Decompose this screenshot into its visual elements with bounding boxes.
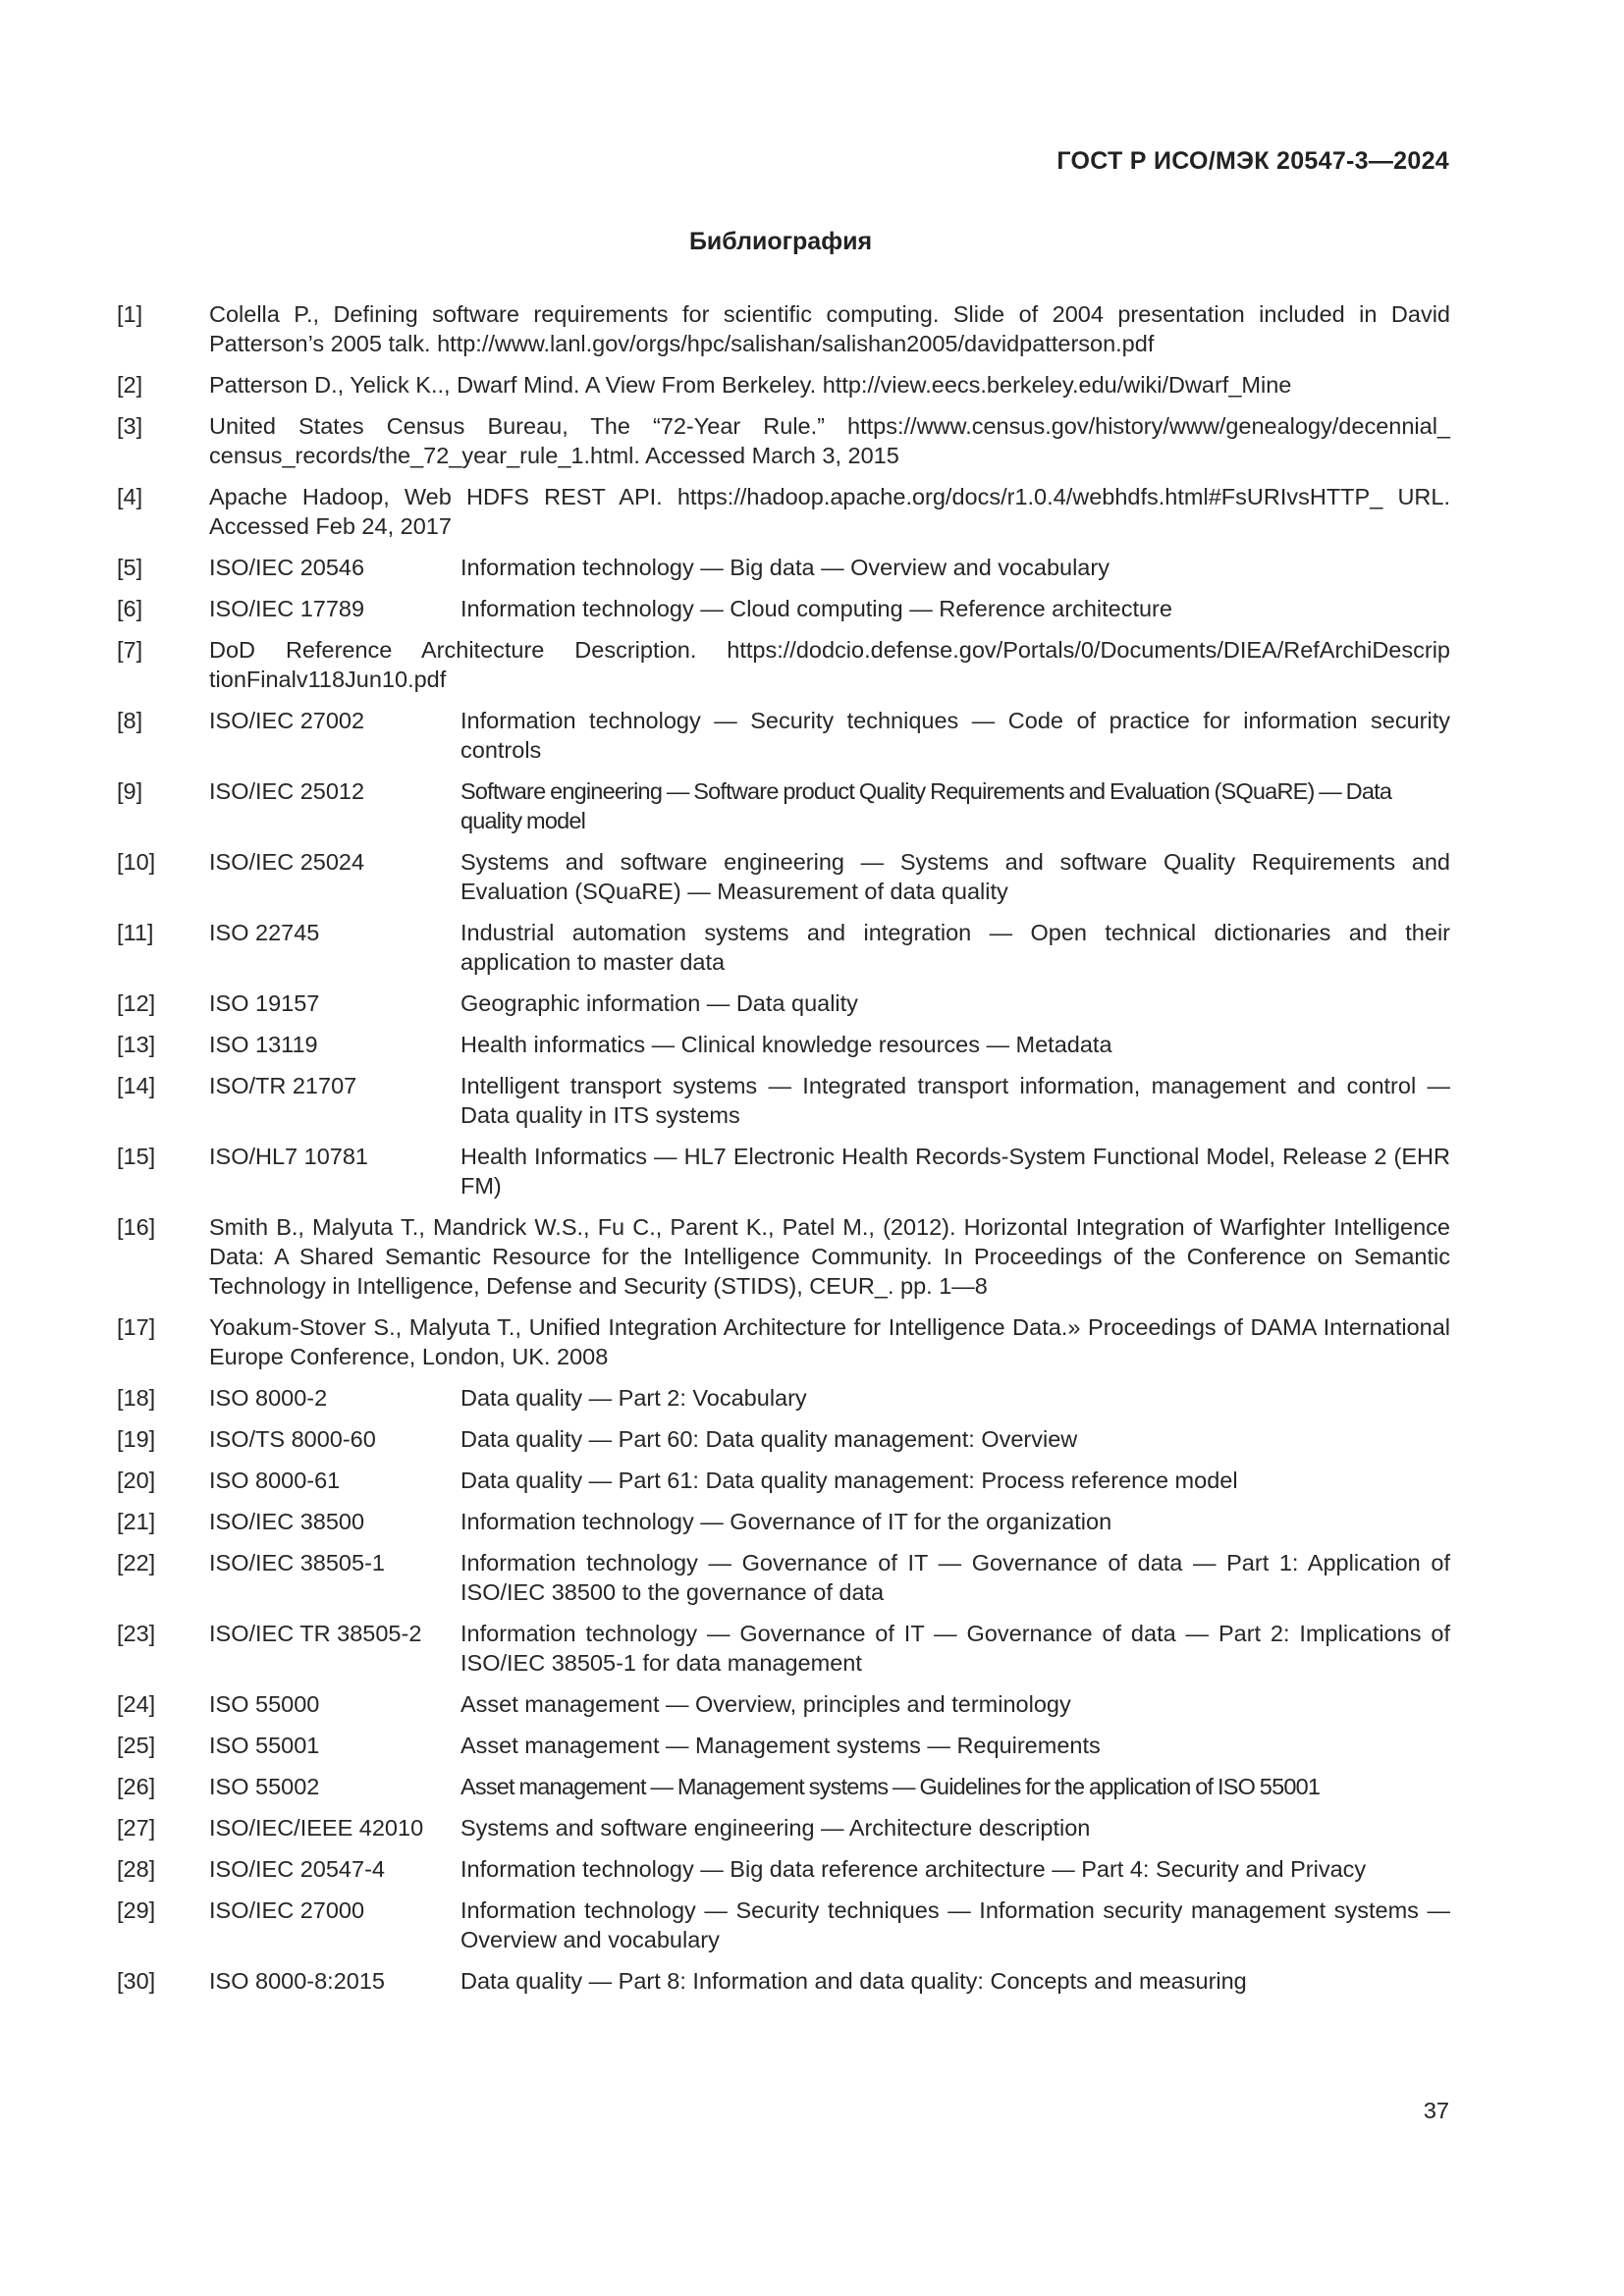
- bibliography-entry: [117, 988, 1450, 1018]
- reference-number: [30]: [117, 1968, 156, 1994]
- reference-number: [29]: [117, 1897, 156, 1923]
- bibliography-list: [117, 299, 1450, 2007]
- standard-designation: ISO/IEC 25012: [209, 778, 365, 804]
- standard-title: Systems and software engineering — Systems and software Quality Requirements and Evaluation (SQuaRE) — Measurement of data quality: [460, 849, 1450, 904]
- reference-number: [9]: [117, 778, 143, 804]
- standard-title: Information technology — Security techniques — Code of practice for information security controls: [460, 708, 1450, 763]
- standard-designation: ISO/IEC 38505-1: [209, 1550, 385, 1575]
- bibliography-entry: [117, 1619, 1450, 1678]
- standard-designation: ISO 13119: [209, 1032, 318, 1057]
- reference-number: [27]: [117, 1815, 156, 1841]
- reference-text: Smith B., Malyuta T., Mandrick W.S., Fu C., Parent K., Patel M., (2012). Horizontal Integration of Warfighter Intelligence Data: A Shared Semantic Resource for the Intelligence Community. In Proceedings of the Conference on Semantic Technology in Intelligence, Defense and Security (STIDS), CEUR_. pp. 1—8: [209, 1214, 1450, 1299]
- standard-title: Intelligent transport systems — Integrated transport information, management and control — Data quality in ITS systems: [460, 1073, 1450, 1128]
- bibliography-entry: [117, 1312, 1450, 1371]
- reference-number: [7]: [117, 637, 143, 663]
- reference-number: [5]: [117, 555, 143, 580]
- bibliography-entry: [117, 594, 1450, 623]
- reference-number: [16]: [117, 1214, 156, 1240]
- page-title: Библиография: [688, 228, 873, 255]
- standard-designation: ISO 8000-8:2015: [209, 1968, 385, 1994]
- reference-number: [22]: [117, 1550, 156, 1575]
- bibliography-entry: [117, 1212, 1450, 1301]
- standard-designation: ISO/IEC 38500: [209, 1509, 365, 1534]
- standard-designation: ISO/IEC 27002: [209, 708, 365, 733]
- standard-title: Geographic information — Data quality: [460, 990, 858, 1016]
- reference-text: Yoakum-Stover S., Malyuta T., Unified Integration Architecture for Intelligence Data.» Proceedings of DAMA International Europe Conference, London, UK. 2008: [209, 1314, 1450, 1369]
- reference-number: [1]: [117, 301, 143, 327]
- document-header: ГОСТ Р ИСО/МЭК 20547-3—2024: [1056, 147, 1449, 175]
- standard-title: Data quality — Part 61: Data quality management: Process reference model: [460, 1468, 1238, 1493]
- bibliography-entry: [117, 847, 1450, 906]
- reference-number: [21]: [117, 1509, 156, 1534]
- bibliography-entry: [117, 1896, 1450, 1954]
- bibliography-entry: [117, 1507, 1450, 1536]
- standard-title: Information technology — Security techniques — Information security management systems — Overview and vocabulary: [460, 1897, 1450, 1952]
- bibliography-entry: [117, 706, 1450, 765]
- reference-number: [24]: [117, 1691, 156, 1717]
- bibliography-entry: [117, 1071, 1450, 1130]
- standard-title: Asset management — Management systems — Guidelines for the application of ISO 55001: [460, 1774, 1321, 1799]
- reference-text: Apache Hadoop, Web HDFS REST API. https://hadoop.apache.org/docs/r1.0.4/webhdfs.html#FsURIvsHTTP_ URL. Accessed Feb 24, 2017: [209, 484, 1450, 539]
- standard-designation: ISO 55002: [209, 1774, 320, 1799]
- standard-title: Information technology — Governance of IT — Governance of data — Part 2: Implications of ISO/IEC 38505-1 for data management: [460, 1621, 1450, 1676]
- bibliography-entry: [117, 1383, 1450, 1413]
- reference-number: [2]: [117, 372, 143, 398]
- bibliography-entry: [117, 776, 1450, 835]
- standard-title: Industrial automation systems and integration — Open technical dictionaries and their application to master data: [460, 920, 1450, 975]
- reference-number: [4]: [117, 484, 143, 509]
- standard-title: Information technology — Big data reference architecture — Part 4: Security and Privacy: [460, 1856, 1367, 1882]
- reference-number: [15]: [117, 1144, 156, 1169]
- bibliography-entry: [117, 299, 1450, 358]
- standard-designation: ISO/TS 8000-60: [209, 1426, 376, 1452]
- reference-number: [28]: [117, 1856, 156, 1882]
- reference-number: [17]: [117, 1314, 156, 1340]
- reference-number: [13]: [117, 1032, 156, 1057]
- standard-title: Information technology — Big data — Overview and vocabulary: [460, 555, 1110, 580]
- reference-number: [26]: [117, 1774, 156, 1799]
- standard-title: Information technology — Cloud computing — Reference architecture: [460, 596, 1172, 621]
- bibliography-entry: [117, 1772, 1450, 1801]
- bibliography-entry: [117, 482, 1450, 541]
- bibliography-entry: [117, 635, 1450, 694]
- standard-title: Information technology — Governance of IT — Governance of data — Part 1: Application of ISO/IEC 38500 to the governance of data: [460, 1550, 1450, 1605]
- standard-title: Data quality — Part 2: Vocabulary: [460, 1385, 807, 1411]
- standard-designation: ISO/IEC 17789: [209, 596, 365, 621]
- bibliography-entry: [117, 411, 1450, 470]
- standard-title: Information technology — Governance of IT for the organization: [460, 1509, 1112, 1534]
- reference-number: [14]: [117, 1073, 156, 1098]
- reference-number: [18]: [117, 1385, 156, 1411]
- standard-designation: ISO/IEC TR 38505-2: [209, 1621, 422, 1646]
- bibliography-entry: [117, 553, 1450, 582]
- reference-number: [20]: [117, 1468, 156, 1493]
- bibliography-entry: [117, 1813, 1450, 1842]
- standard-designation: ISO/IEC 20546: [209, 555, 365, 580]
- standard-title: Data quality — Part 8: Information and data quality: Concepts and measuring: [460, 1968, 1247, 1994]
- standard-title: Systems and software engineering — Architecture description: [460, 1815, 1091, 1841]
- reference-number: [19]: [117, 1426, 156, 1452]
- standard-designation: ISO 8000-2: [209, 1385, 328, 1411]
- standard-designation: ISO/TR 21707: [209, 1073, 357, 1098]
- standard-designation: ISO/IEC 20547-4: [209, 1856, 385, 1882]
- bibliography-entry: [117, 1966, 1450, 1996]
- reference-number: [6]: [117, 596, 143, 621]
- standard-designation: ISO 55001: [209, 1733, 320, 1758]
- standard-designation: ISO/IEC 27000: [209, 1897, 365, 1923]
- standard-designation: ISO 55000: [209, 1691, 320, 1717]
- bibliography-entry: [117, 1466, 1450, 1495]
- standard-designation: ISO 19157: [209, 990, 320, 1016]
- bibliography-entry: [117, 1731, 1450, 1760]
- bibliography-entry: [117, 370, 1450, 400]
- reference-text: United States Census Bureau, The “72-Year Rule.” https://www.census.gov/history/www/genealogy/decennial_ census_records/the_72_year_rule_1.html. Accessed March 3, 2015: [209, 413, 1450, 468]
- standard-designation: ISO/IEC/IEEE 42010: [209, 1815, 424, 1841]
- reference-text: DoD Reference Architecture Description. https://dodcio.defense.gov/Portals/0/Documents/DIEA/RefArchiDescrip tionFinalv118Jun10.pdf: [209, 637, 1450, 692]
- bibliography-entry: [117, 1030, 1450, 1059]
- standard-designation: ISO 22745: [209, 920, 320, 945]
- standard-designation: ISO/IEC 25024: [209, 849, 365, 875]
- page-number: 37: [1423, 2098, 1449, 2123]
- standard-title: Data quality — Part 60: Data quality management: Overview: [460, 1426, 1078, 1452]
- bibliography-entry: [117, 1689, 1450, 1719]
- reference-number: [25]: [117, 1733, 156, 1758]
- standard-designation: ISO/HL7 10781: [209, 1144, 368, 1169]
- standard-title: Health informatics — Clinical knowledge resources — Metadata: [460, 1032, 1112, 1057]
- bibliography-entry: [117, 1424, 1450, 1454]
- standard-title: Asset management — Overview, principles and terminology: [460, 1691, 1071, 1717]
- reference-number: [12]: [117, 990, 156, 1016]
- bibliography-entry: [117, 918, 1450, 977]
- reference-text: Patterson D., Yelick K.., Dwarf Mind. A View From Berkeley. http://view.eecs.berkeley.edu/wiki/Dwarf_Mine: [209, 372, 1292, 398]
- standard-title: Software engineering — Software product Quality Requirements and Evaluation (SQuaRE) — Data quality model: [460, 778, 1392, 833]
- bibliography-entry: [117, 1142, 1450, 1201]
- bibliography-entry: [117, 1854, 1450, 1884]
- standard-designation: ISO 8000-61: [209, 1468, 341, 1493]
- reference-number: [23]: [117, 1621, 156, 1646]
- standard-title: Asset management — Management systems — Requirements: [460, 1733, 1101, 1758]
- reference-text: Colella P., Defining software requirements for scientific computing. Slide of 2004 presentation included in David Patterson’s 2005 talk. http://www.lanl.gov/orgs/hpc/salishan/salishan2005/davidpatterson.pdf: [209, 301, 1450, 356]
- reference-number: [8]: [117, 708, 143, 733]
- bibliography-entry: [117, 1548, 1450, 1607]
- reference-number: [10]: [117, 849, 156, 875]
- reference-number: [3]: [117, 413, 143, 439]
- standard-title: Health Informatics — HL7 Electronic Health Records-System Functional Model, Release 2 (EHR FM): [460, 1144, 1450, 1199]
- reference-number: [11]: [117, 920, 154, 945]
